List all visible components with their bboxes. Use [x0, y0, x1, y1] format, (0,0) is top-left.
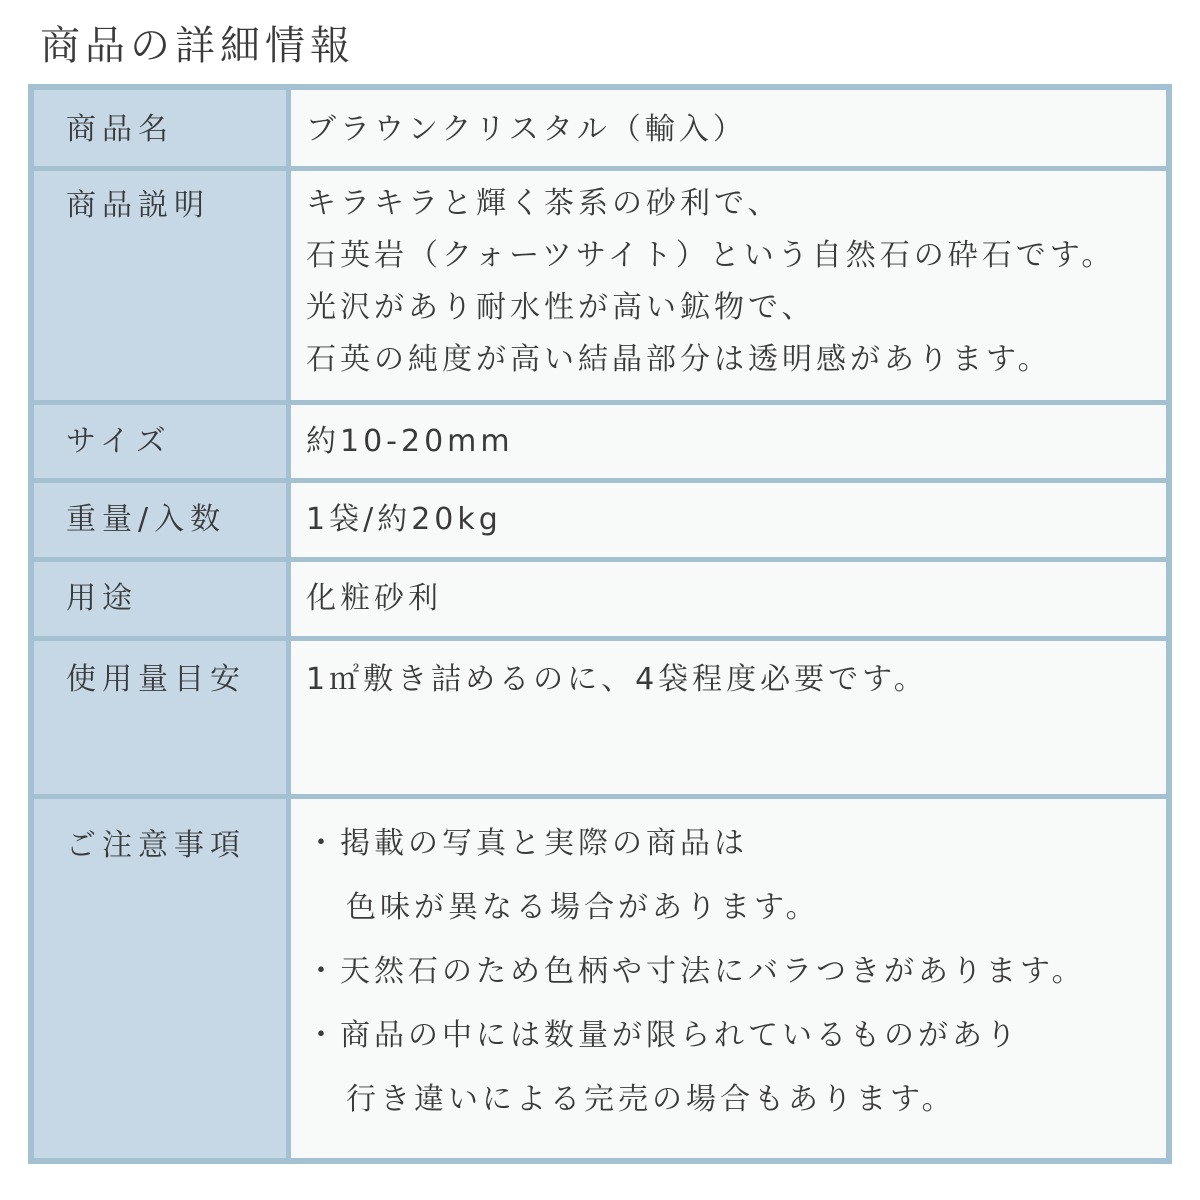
row-divider [34, 794, 1166, 799]
label-notes: ご注意事項 [66, 828, 246, 863]
row-divider [34, 400, 1166, 405]
spec-table [28, 84, 1172, 1164]
value-line: ・天然石のため色柄や寸法にバラつきがあります。 [306, 954, 1086, 989]
value-line: 色味が異なる場合があります。 [346, 890, 820, 925]
label-usage: 用途 [66, 581, 138, 616]
value-line: キラキラと輝く茶系の砂利で、 [306, 186, 782, 221]
value-line: 行き違いによる完売の場合もあります。 [346, 1082, 956, 1117]
label-size: サイズ [66, 424, 172, 459]
value-notes [306, 812, 1166, 1132]
label-column [34, 90, 286, 1158]
value-line: 光沢があり耐水性が高い鉱物で、 [306, 290, 816, 325]
label-amount-guide: 使用量目安 [66, 662, 246, 697]
value-weight [306, 494, 1166, 546]
value-line: 化粧砂利 [306, 581, 442, 616]
column-divider [286, 90, 291, 1158]
value-line: ・商品の中には数量が限られているものがあり [306, 1018, 1020, 1053]
value-amount-guide [306, 654, 1166, 706]
label-weight: 重量/入数 [66, 502, 227, 537]
row-divider [34, 166, 1166, 171]
value-size [306, 416, 1166, 468]
page-title: 商品の詳細情報 [40, 23, 355, 69]
label-product-name: 商品名 [66, 112, 174, 147]
value-line: 1㎡敷き詰めるのに、4袋程度必要です。 [306, 662, 928, 697]
value-line: 約10-20mm [306, 424, 514, 459]
row-divider [34, 636, 1166, 641]
value-line: ・掲載の写真と実際の商品は [306, 826, 748, 861]
row-divider [34, 557, 1166, 562]
value-line: ブラウンクリスタル（輸入） [306, 112, 747, 147]
label-description: 商品説明 [66, 188, 210, 223]
value-product-name [306, 104, 1166, 156]
value-line: 石英岩（クォーツサイト）という自然石の砕石です。 [306, 238, 1116, 273]
value-description [306, 178, 1166, 386]
row-divider [34, 478, 1166, 483]
value-line: 1袋/約20kg [306, 502, 502, 537]
value-usage [306, 573, 1166, 625]
value-line: 石英の純度が高い結晶部分は透明感があります。 [306, 342, 1052, 377]
